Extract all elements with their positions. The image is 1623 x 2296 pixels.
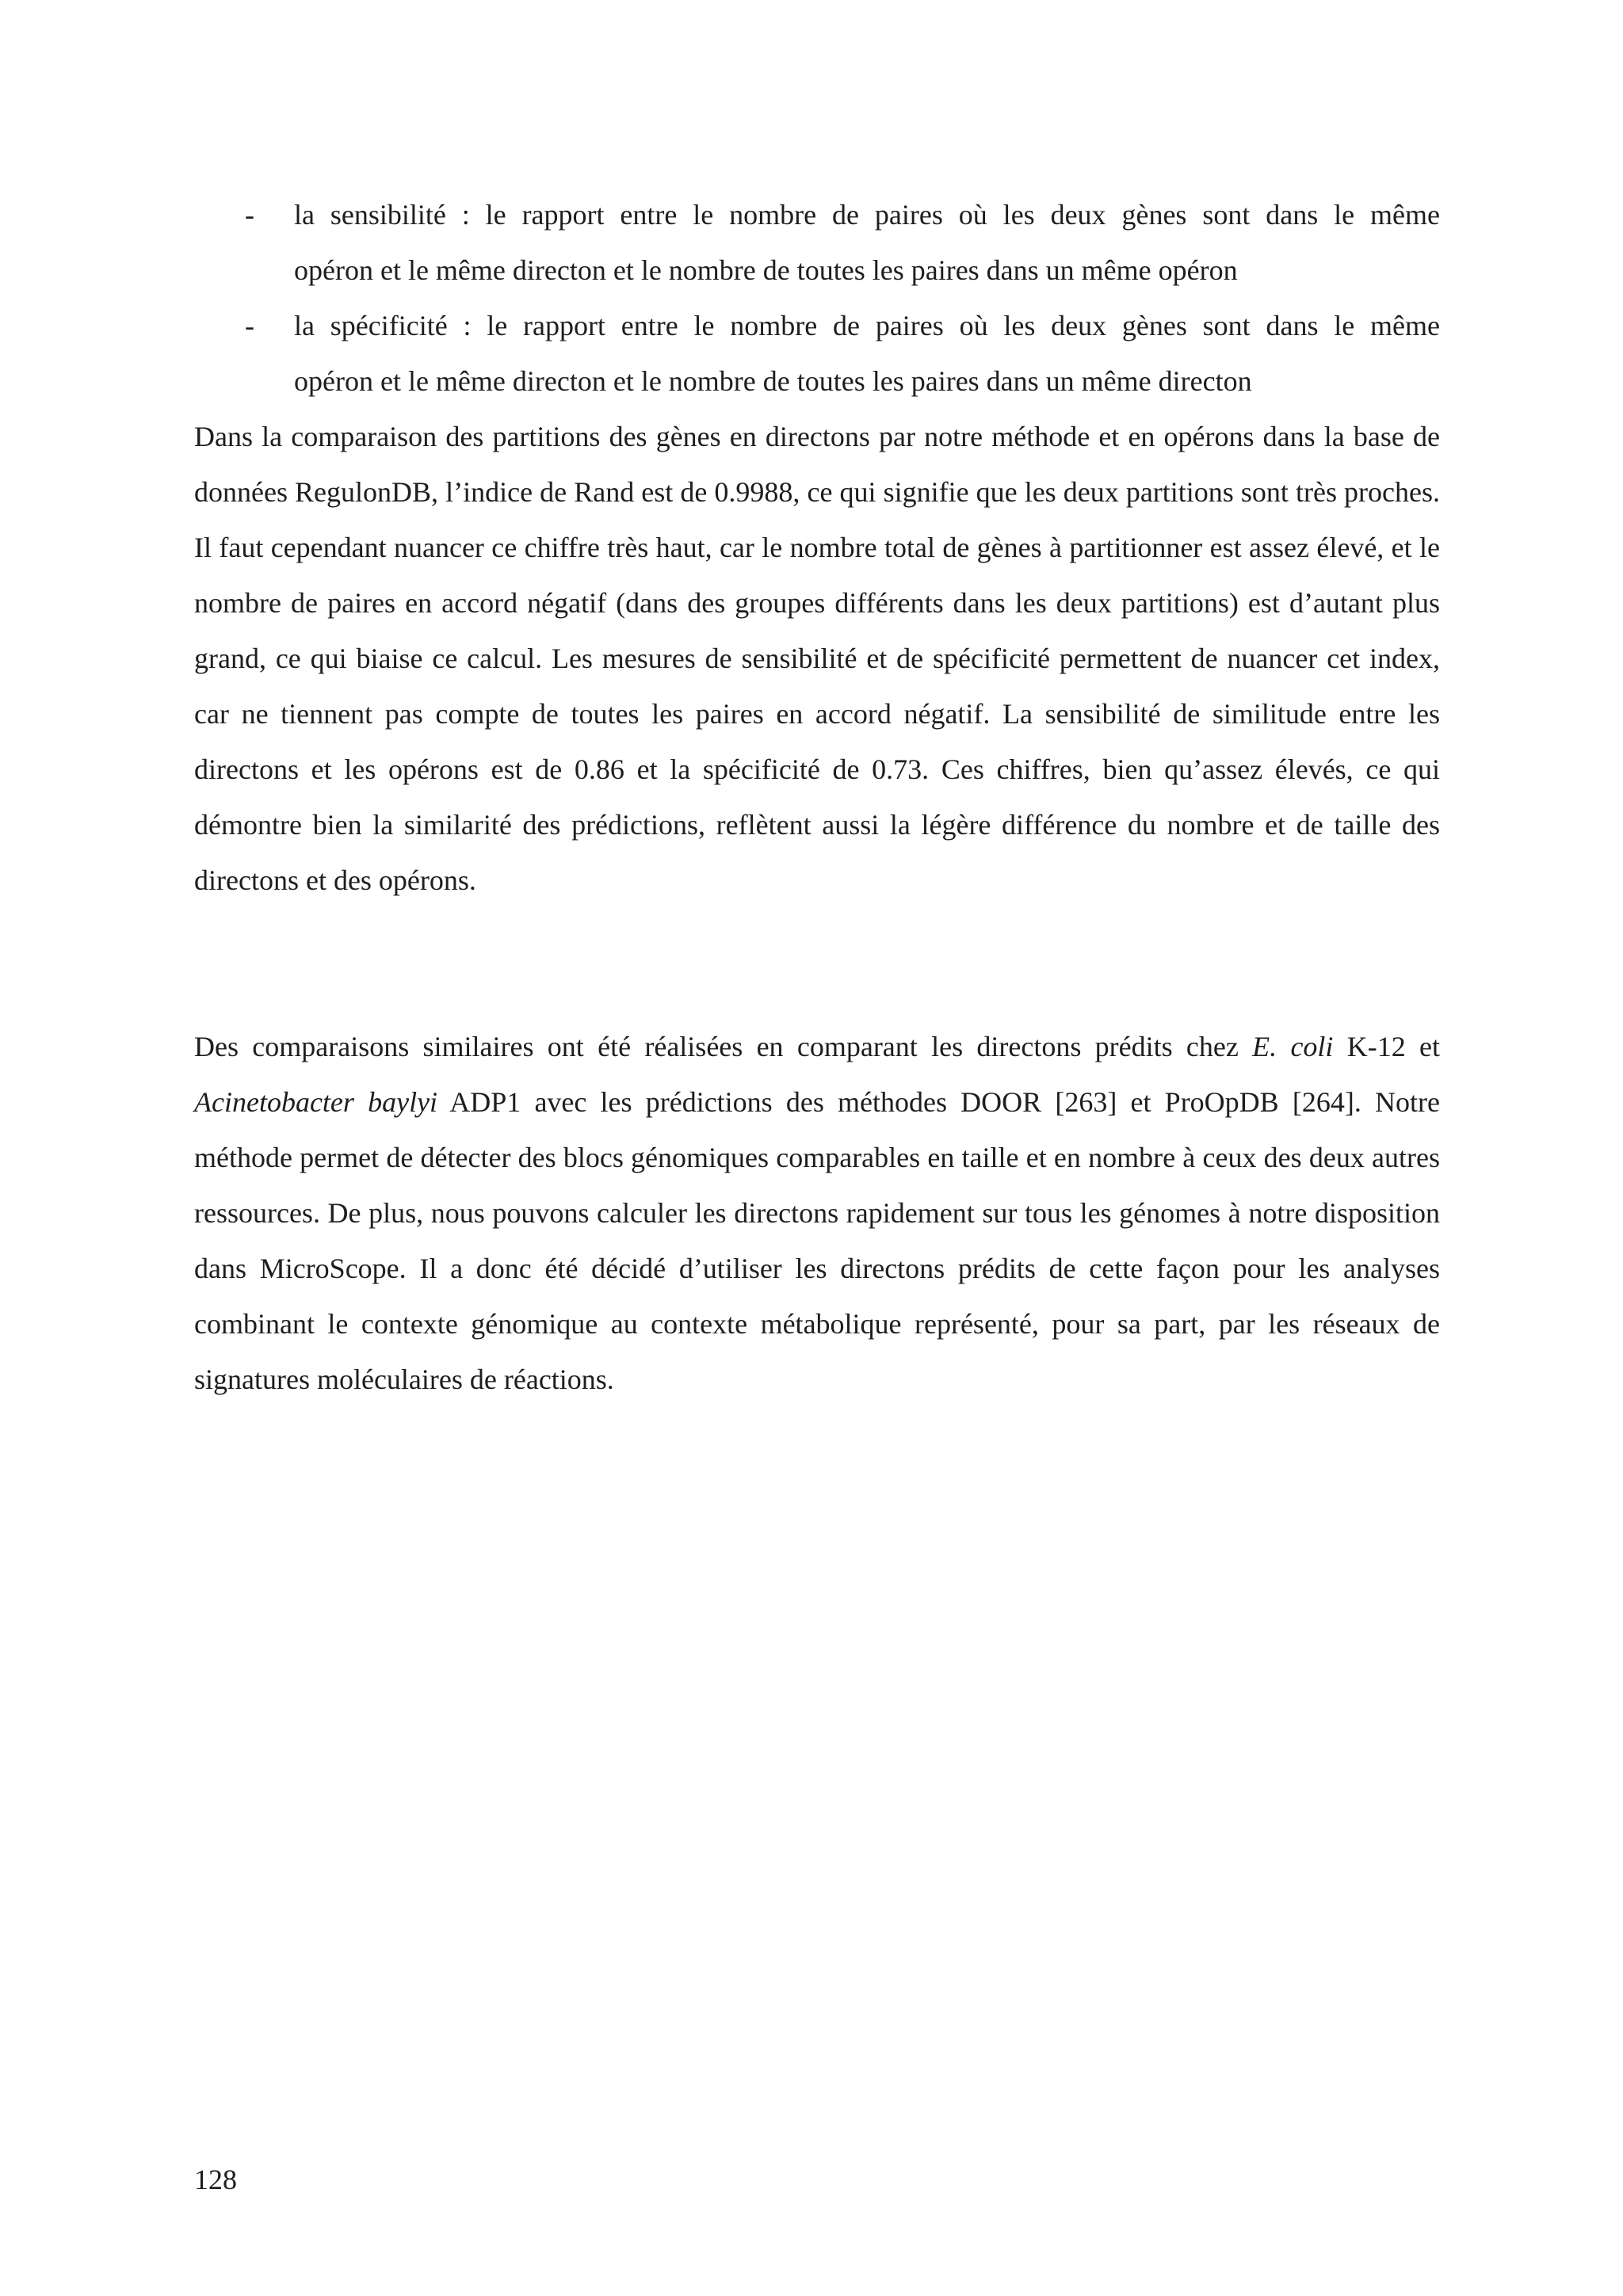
bullet-dash: -	[245, 310, 254, 341]
paragraph-text: ADP1 avec les prédictions des méthodes DOOR [263] et ProOpDB [264]. Notre méthode permet de détecter des blocs génomiques comparables en taille et en nombre à ceux des deux autres ressources. De plus, nous pouvons calculer les directons rapidement sur tous les génomes à notre disposition dans MicroScope. Il a donc été décidé d’utiliser les directons prédits de cette façon pour les analyses combinant le contexte génomique au contexte métabolique représenté, pour sa part, par les réseaux de signatures moléculaires de réactions.	[194, 1086, 1440, 1395]
species-name: Acinetobacter baylyi	[194, 1086, 438, 1118]
list-item-specificite	[194, 298, 1440, 409]
paragraph-text: K-12 et	[1333, 1031, 1441, 1062]
paragraph-rand-index: Dans la comparaison des partitions des gènes en directons par notre méthode et en opérons dans la base de données RegulonDB, l’indice de Rand est de 0.9988, ce qui signifie que les deux partitions sont très proches. Il faut cependant nuancer ce chiffre très haut, car le nombre total de gènes à partitionner est assez élevé, et le nombre de paires en accord négatif (dans des groupes différents dans les deux partitions) est d’autant plus grand, ce qui biaise ce calcul. Les mesures de sensibilité et de spécificité permettent de nuancer cet index, car ne tiennent pas compte de toutes les paires en accord négatif. La sensibilité de similitude entre les directons et les opérons est de 0.86 et la spécificité de 0.73. Ces chiffres, bien qu’assez élevés, ce qui démontre bien la similarité des prédictions, reflètent aussi la légère différence du nombre et de taille des directons et des opérons.	[194, 421, 1440, 896]
paragraph-text: Des comparaisons similaires ont été réalisées en comparant les directons prédits chez	[194, 1031, 1253, 1062]
definition-list	[194, 187, 1440, 409]
paragraph-comparisons	[194, 1019, 1440, 1407]
list-item-line: opéron et le même directon et le nombre de toutes les paires dans un même opéron	[294, 254, 1238, 286]
species-name: E. coli	[1252, 1031, 1334, 1062]
list-item-line: la sensibilité : le rapport entre le nombre de paires où les deux gènes sont dans le même	[294, 199, 1440, 231]
list-item-sensibilite	[194, 187, 1440, 298]
list-item-line: la spécificité : le rapport entre le nombre de paires où les deux gènes sont dans le même	[294, 310, 1440, 341]
page-number: 128	[194, 2164, 237, 2195]
bullet-dash: -	[245, 199, 254, 231]
list-item-line: opéron et le même directon et le nombre de toutes les paires dans un même directon	[294, 365, 1252, 397]
